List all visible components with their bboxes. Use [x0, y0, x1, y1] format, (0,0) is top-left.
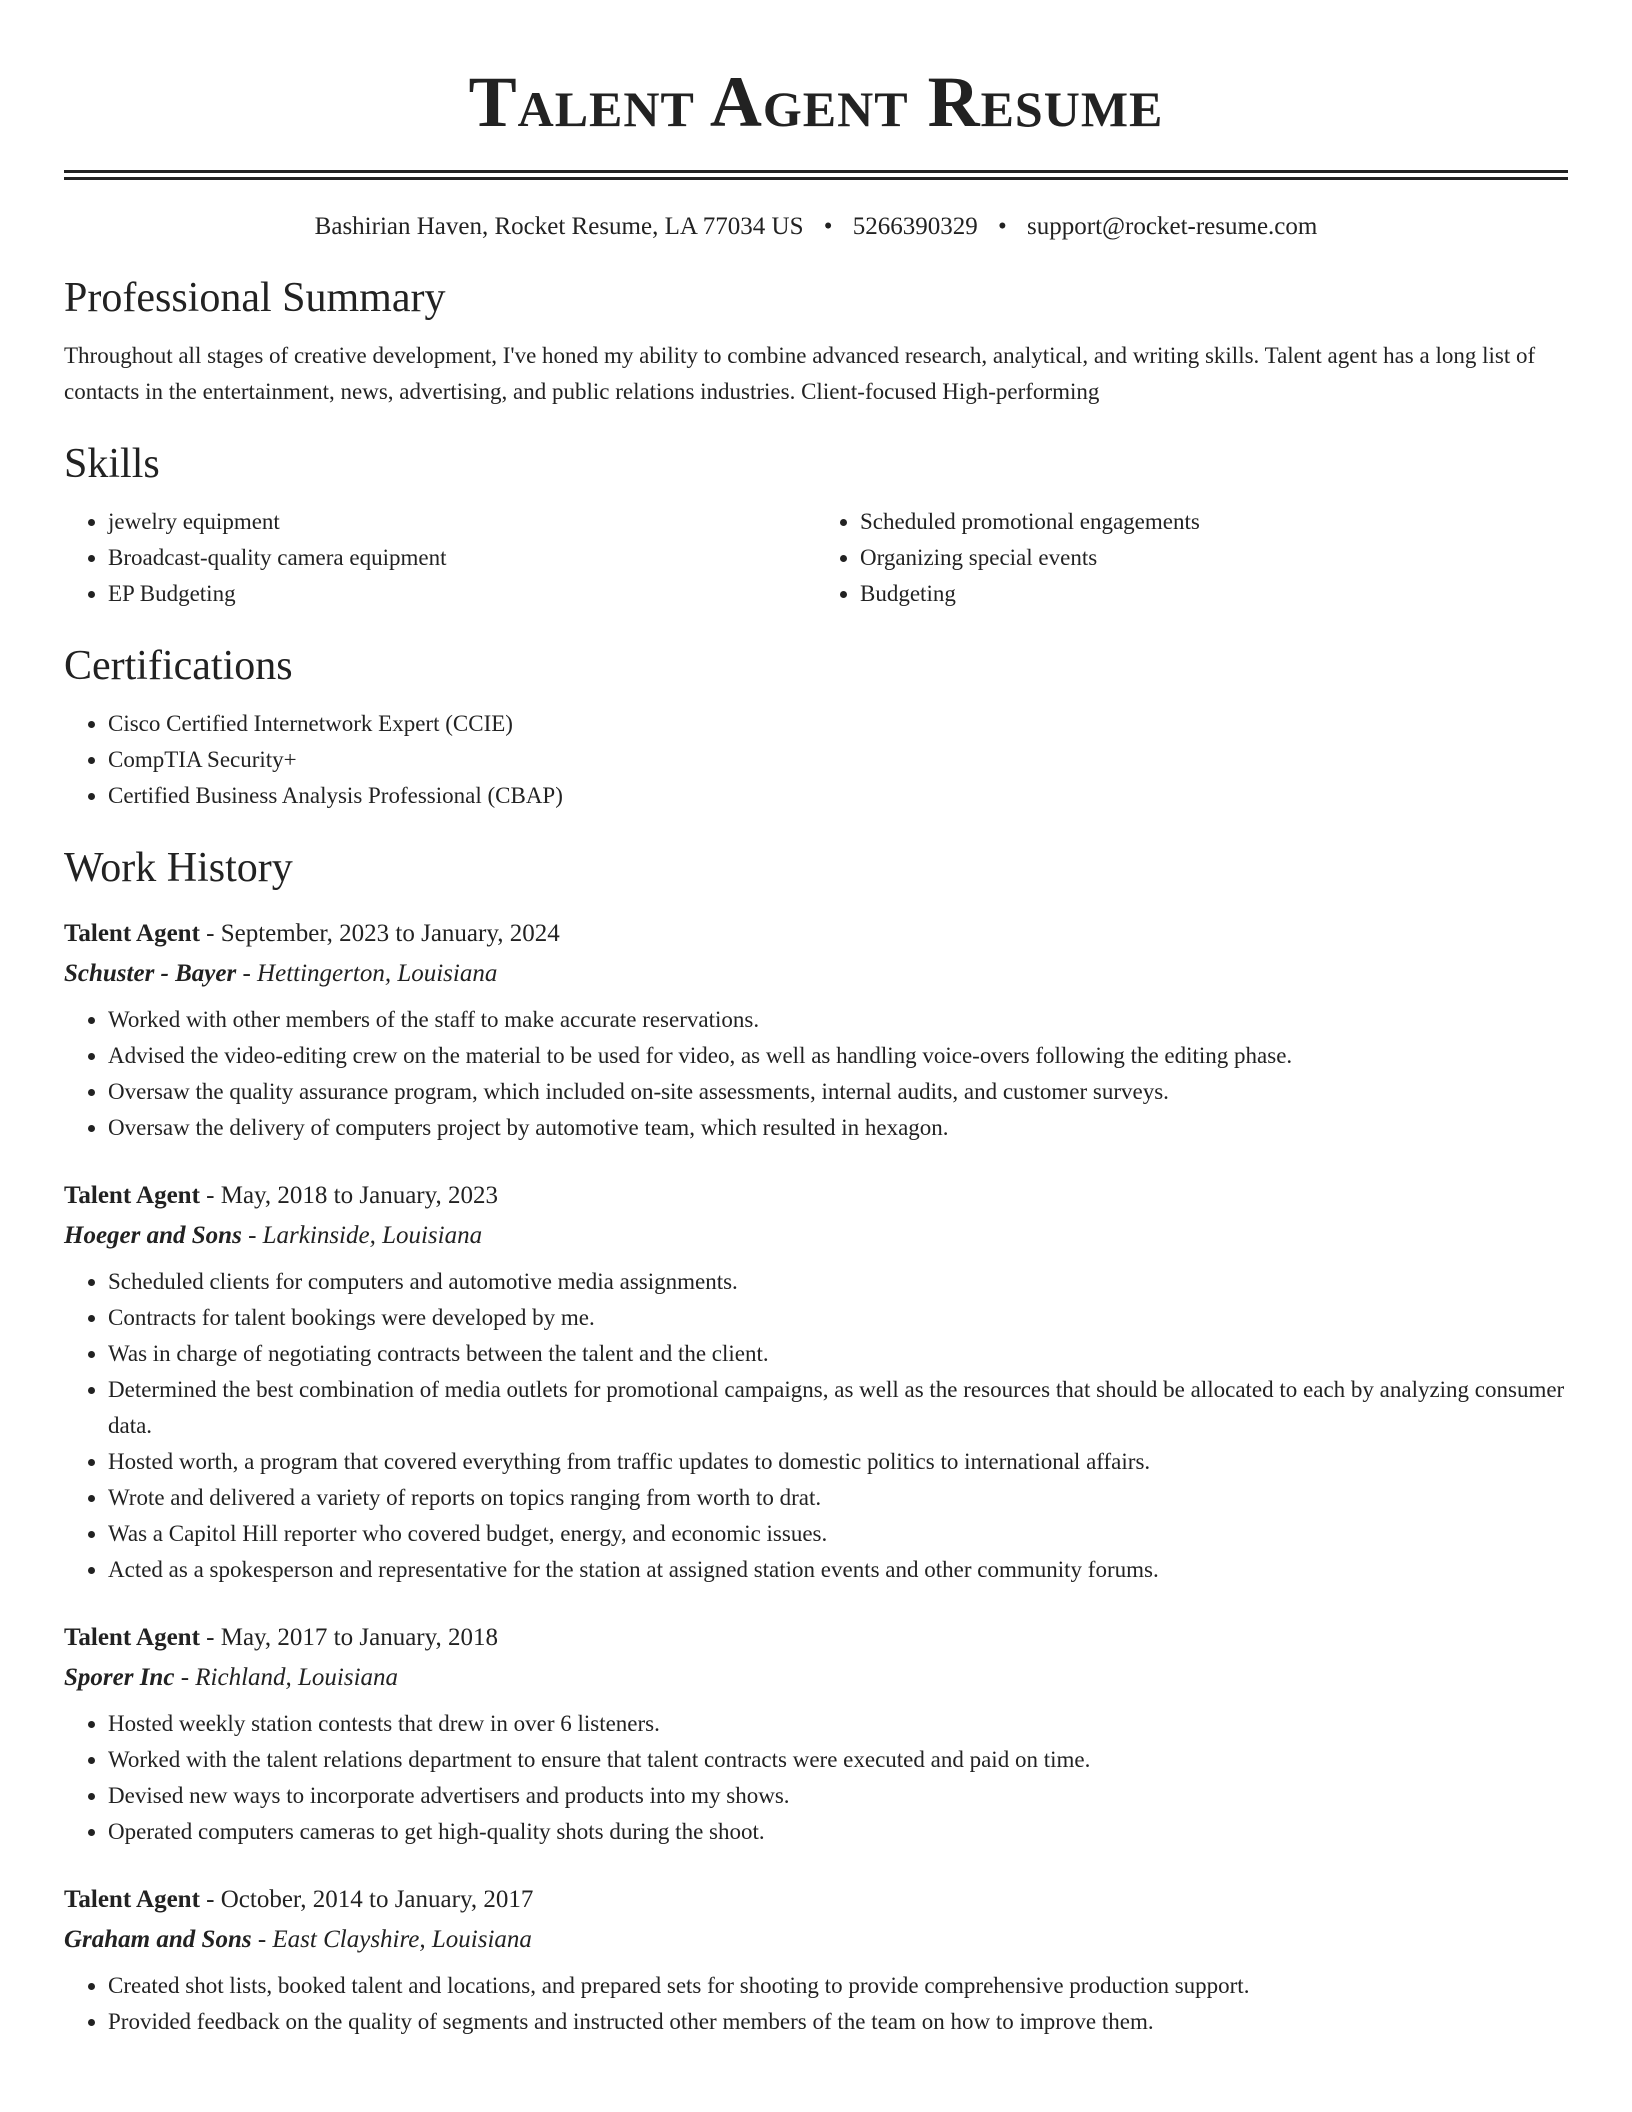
certification-item: • CompTIA Security+: [108, 742, 1568, 778]
job-location: - Richland, Louisiana: [174, 1664, 399, 1691]
job-bullet: • Hosted worth, a program that covered everything from traffic updates to domestic politics to international affairs.: [108, 1444, 1568, 1480]
summary-heading: Professional Summary: [64, 275, 446, 321]
job-bullets: [64, 1002, 1568, 1146]
certification-item: • Cisco Certified Internetwork Expert (CCIE): [108, 706, 1568, 742]
contact-separator: •: [998, 213, 1007, 240]
contact-separator: •: [823, 213, 833, 240]
job-bullet: • Oversaw the delivery of computers project by automotive team, which resulted in hexagon.: [108, 1110, 1568, 1146]
job-company: Hoeger and Sons: [64, 1222, 242, 1249]
skill-item: • Organizing special events: [860, 540, 1568, 576]
job-entry: [64, 1880, 1568, 2040]
job-entry: [64, 914, 1568, 1146]
job-bullet: • Worked with the talent relations department to ensure that talent contracts were executed and paid on time.: [108, 1742, 1568, 1778]
job-header: [64, 1880, 1568, 1920]
certifications-list: [64, 706, 1568, 814]
job-bullets: [64, 1264, 1568, 1588]
job-entry: [64, 1618, 1568, 1850]
work-history-heading: Work History: [64, 845, 293, 891]
job-bullet: • Provided feedback on the quality of segments and instructed other members of the team on how to improve them.: [108, 2004, 1568, 2040]
job-title: Talent Agent: [64, 1182, 200, 1209]
certifications-heading: Certifications: [64, 643, 293, 689]
job-title: Talent Agent: [64, 920, 200, 947]
job-location: - East Clayshire, Louisiana: [251, 1926, 532, 1953]
job-dates: - September, 2023 to January, 2024: [199, 920, 560, 947]
job-dates: - October, 2014 to January, 2017: [199, 1886, 534, 1913]
contact-address: Bashirian Haven, Rocket Resume, LA 77034 US: [314, 213, 804, 240]
skills-section: [64, 438, 1568, 612]
job-bullet: • Acted as a spokesperson and representative for the station at assigned station events and other community forums.: [108, 1552, 1568, 1588]
job-bullet: • Hosted weekly station contests that drew in over 6 listeners.: [108, 1706, 1568, 1742]
summary-section: [64, 272, 1568, 410]
contact-email: support@rocket-resume.com: [1027, 213, 1318, 240]
job-bullet: • Oversaw the quality assurance program, which included on-site assessments, internal audits, and customer surveys.: [108, 1074, 1568, 1110]
title-divider: [64, 170, 1568, 180]
job-bullet: • Worked with other members of the staff to make accurate reservations.: [108, 1002, 1568, 1038]
summary-text: Throughout all stages of creative development, I've honed my ability to combine advanced research, analytical, and writing skills. Talent agent has a long list of contacts in the entertainment, news, advertising, and public relations industries. Client-focused High-performing: [64, 343, 1536, 404]
skill-item: • jewelry equipment: [108, 504, 816, 540]
job-bullet: • Wrote and delivered a variety of reports on topics ranging from worth to drat.: [108, 1480, 1568, 1516]
certification-item: • Certified Business Analysis Professional (CBAP): [108, 778, 1568, 814]
job-header: [64, 1618, 1568, 1658]
contact-line: [64, 210, 1568, 244]
skills-grid: [64, 504, 1568, 612]
job-bullets: [64, 1968, 1568, 2040]
job-company-line: [64, 1658, 1568, 1698]
job-bullet: • Created shot lists, booked talent and locations, and prepared sets for shooting to provide comprehensive production support.: [108, 1968, 1568, 2004]
job-company-line: [64, 954, 1568, 994]
job-bullet: • Advised the video-editing crew on the material to be used for video, as well as handling voice-overs following the editing phase.: [108, 1038, 1568, 1074]
job-company: Graham and Sons: [64, 1926, 252, 1953]
job-bullet: • Scheduled clients for computers and automotive media assignments.: [108, 1264, 1568, 1300]
job-company-line: [64, 1920, 1568, 1960]
skill-item: • Broadcast-quality camera equipment: [108, 540, 816, 576]
job-bullet: • Was in charge of negotiating contracts between the talent and the client.: [108, 1336, 1568, 1372]
job-bullets: [64, 1706, 1568, 1850]
work-history-section: [64, 842, 1568, 2040]
job-title: Talent Agent: [64, 1886, 200, 1913]
job-bullet: • Operated computers cameras to get high-quality shots during the shoot.: [108, 1814, 1568, 1850]
job-dates: - May, 2017 to January, 2018: [199, 1624, 499, 1651]
skills-list-left: [64, 504, 816, 612]
skills-list-right: [816, 504, 1568, 612]
job-title: Talent Agent: [64, 1624, 200, 1651]
job-location: - Larkinside, Louisiana: [241, 1222, 483, 1249]
resume-title: Talent Agent Resume: [468, 62, 1164, 142]
job-header: [64, 1176, 1568, 1216]
job-bullet: • Was a Capitol Hill reporter who covered budget, energy, and economic issues.: [108, 1516, 1568, 1552]
job-location: - Hettingerton, Louisiana: [236, 960, 498, 987]
job-bullet: • Devised new ways to incorporate advertisers and products into my shows.: [108, 1778, 1568, 1814]
skill-item: • Budgeting: [860, 576, 1568, 612]
certifications-section: [64, 640, 1568, 814]
job-bullet: • Determined the best combination of media outlets for promotional campaigns, as well as the resources that should be allocated to each by analyzing consumer data.: [108, 1372, 1568, 1444]
job-header: [64, 914, 1568, 954]
skills-heading: Skills: [64, 441, 160, 487]
skill-item: • Scheduled promotional engagements: [860, 504, 1568, 540]
job-dates: - May, 2018 to January, 2023: [199, 1182, 499, 1209]
job-bullet: • Contracts for talent bookings were developed by me.: [108, 1300, 1568, 1336]
job-company: Schuster - Bayer: [64, 960, 237, 987]
contact-phone: 5266390329: [852, 213, 978, 240]
skill-item: • EP Budgeting: [108, 576, 816, 612]
job-company: Sporer Inc: [64, 1664, 175, 1691]
job-company-line: [64, 1216, 1568, 1256]
job-entry: [64, 1176, 1568, 1588]
